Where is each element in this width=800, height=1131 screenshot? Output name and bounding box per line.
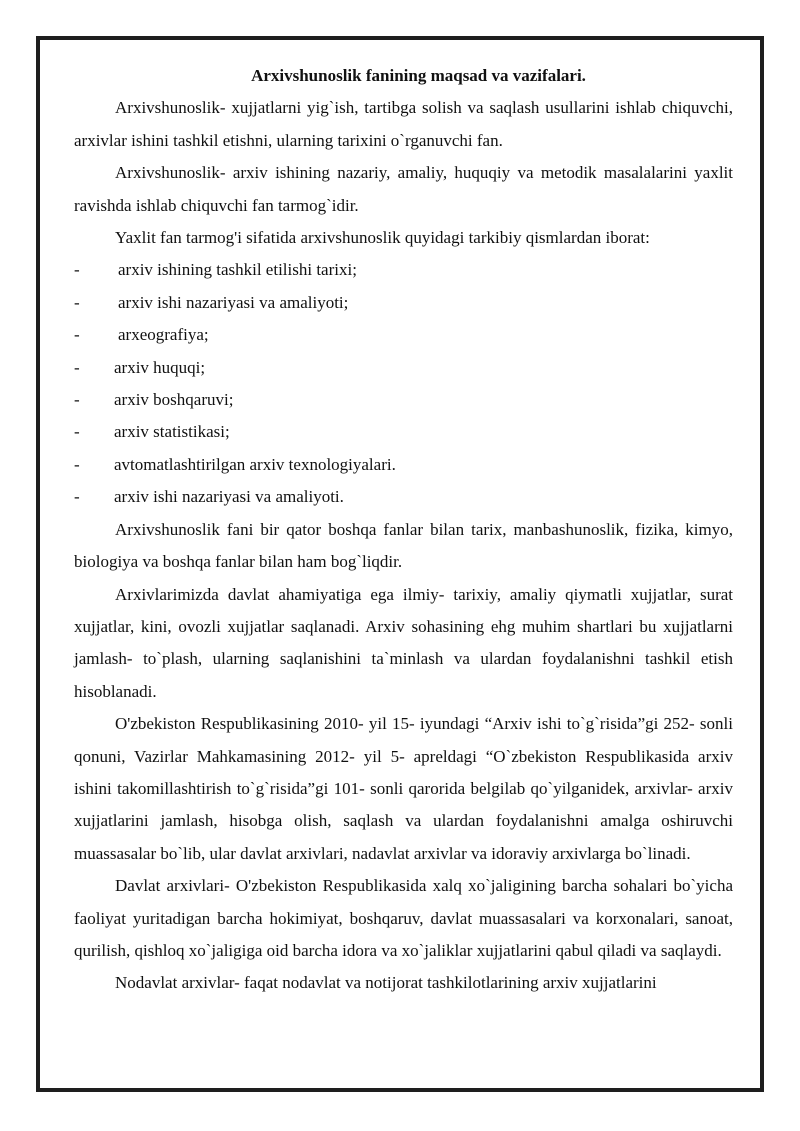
paragraph: Arxivlarimizda davlat ahamiyatiga ega ilmiy- tarixiy, amaliy qiymatli xujjatlar, surat xujjatlar, kini, ovozli xujjatlar saqlanadi. Arxiv sohasining ehg muhim shartlari bu xujjatlarni jamlash- to`plash, ularning saqlanishini ta`minlash va ulardan foydalanishni tashkil etish hisoblanadi. [74, 584, 733, 701]
list-dash: - [74, 357, 80, 377]
list-item-text: arxiv ishining tashkil etilishi tarixi; [118, 260, 357, 280]
list-item [74, 287, 733, 319]
list-dash: - [74, 454, 80, 474]
list-item [74, 352, 733, 384]
paragraph: Yaxlit fan tarmog'i sifatida arxivshunoslik quyidagi tarkibiy qismlardan iborat: [115, 228, 650, 248]
list-item-text: arxiv huquqi; [114, 357, 206, 377]
list-item-text: avtomatlashtirilgan arxiv texnologiyalari. [114, 454, 396, 474]
paragraph: Arxivshunoslik fani bir qator boshqa fanlar bilan tarix, manbashunoslik, fizika, kimyo, biologiya va boshqa fanlar bilan ham bog`liqdir. [74, 519, 733, 572]
list-item-text: arxiv ishi nazariyasi va amaliyoti; [118, 292, 349, 312]
components-list [74, 254, 733, 513]
list-item-text: arxeografiya; [118, 325, 209, 345]
list-dash: - [74, 292, 80, 312]
list-item [74, 449, 733, 481]
paragraph: Nodavlat arxivlar- faqat nodavlat va notijorat tashkilotlarining arxiv xujjatlarini [115, 973, 657, 993]
list-dash: - [74, 487, 80, 507]
list-item [74, 319, 733, 351]
list-item [74, 416, 733, 448]
paragraph: Arxivshunoslik- arxiv ishining nazariy, amaliy, huquqiy va metodik masalalarini yaxlit ravishda ishlab chiquvchi fan tarmog`idir. [74, 163, 733, 215]
paragraph: Arxivshunoslik- xujjatlarni yig`ish, tartibga solish va saqlash usullarini ishlab chiquvchi, arxivlar ishini tashkil etishni, ularning tarixini o`rganuvchi fan. [74, 98, 733, 150]
list-item [74, 254, 733, 286]
list-item-text: arxiv ishi nazariyasi va amaliyoti. [114, 487, 344, 507]
list-item [74, 481, 733, 513]
list-item-text: arxiv statistikasi; [114, 422, 230, 442]
list-dash: - [74, 325, 80, 345]
paragraph: Davlat arxivlari- O'zbekiston Respublikasida xalq xo`jaligining barcha sohalari bo`yicha faoliyat yuritadigan barcha hokimiyat, boshqaruv, davlat muassasalari va korxonalari, sanoat, qurilish, qishloq xo`jaligiga oid barcha idora va xo`jaliklar xujjatlarini qabul qiladi va saqlaydi. [74, 876, 733, 960]
paragraph: O'zbekiston Respublikasining 2010- yil 15- iyundagi “Arxiv ishi to`g`risida”gi 252- sonli qonuni, Vazirlar Mahkamasining 2012- yil 5- apreldagi “O`zbekiston Respublikasida arxiv ishini takomillashtirish to`g`risida”gi 101- sonli qarorida belgilab qo`yilganidek, arxivlar- arxiv xujjatlarini jamlash, hisobga olish, saqlash va ulardan foydalanishni amalga oshiruvchi muassasalar bo`lib, ular davlat arxivlari, nadavlat arxivlar va idoraviy arxivlarga bo`linadi. [74, 714, 733, 863]
document-body [74, 60, 733, 1000]
list-item [74, 384, 733, 416]
list-dash: - [74, 390, 80, 410]
document-title: Arxivshunoslik fanining maqsad va vazifalari. [251, 66, 586, 85]
list-dash: - [74, 260, 80, 280]
list-dash: - [74, 422, 80, 442]
list-item-text: arxiv boshqaruvi; [114, 390, 234, 410]
